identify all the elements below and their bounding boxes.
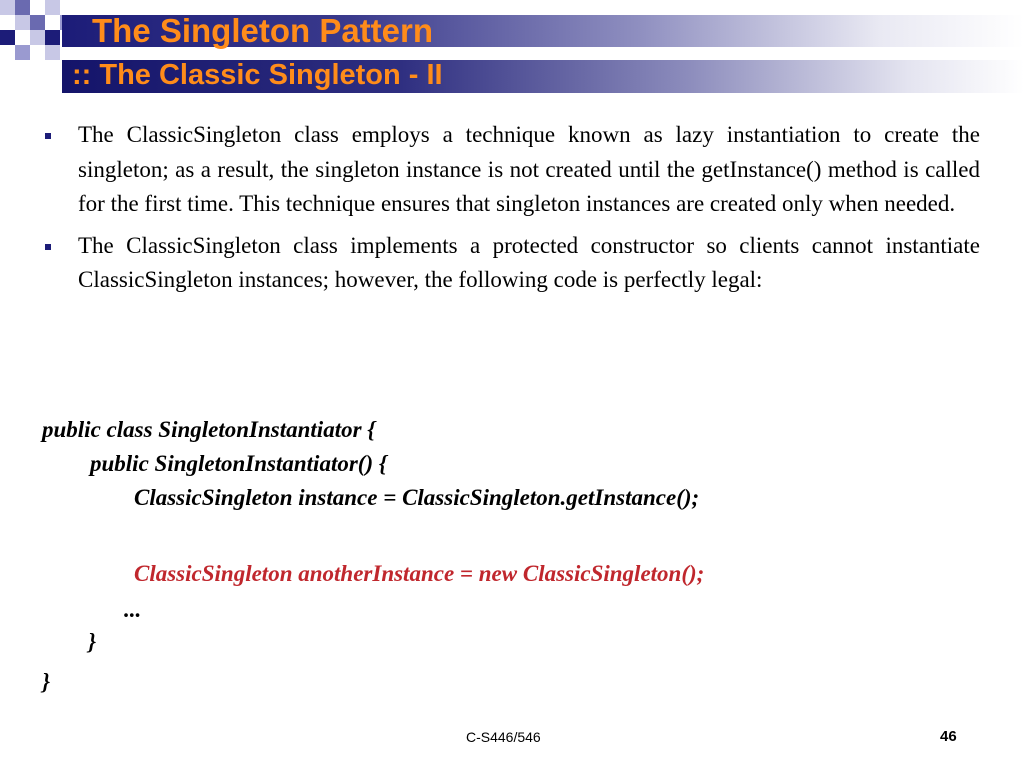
slide-title: The Singleton Pattern xyxy=(92,12,434,49)
bullet-list xyxy=(42,118,980,305)
bullet-text: The ClassicSingleton class implements a protected constructor so clients cannot instantiate ClassicSingleton instances; however, the following code is perfectly legal: xyxy=(78,232,980,292)
code-line: ... xyxy=(124,597,142,622)
code-line: public class SingletonInstantiator { xyxy=(42,417,376,442)
code-line: ClassicSingleton instance = ClassicSingleton.getInstance(); xyxy=(134,485,700,510)
bullet-item xyxy=(42,118,980,222)
bullet-text: The ClassicSingleton class employs a technique known as lazy instantiation to create the singleton; as a result, the singleton instance is not created until the getInstance() method is called for the first time. This technique ensures that singleton instances are created only when needed. xyxy=(78,122,980,216)
code-line: public SingletonInstantiator() { xyxy=(90,451,387,476)
bullet-square-icon xyxy=(45,244,51,250)
bullet-square-icon xyxy=(45,133,51,139)
code-line-highlighted: ClassicSingleton anotherInstance = new ClassicSingleton(); xyxy=(134,561,705,586)
page-number: 46 xyxy=(940,728,957,745)
code-line: } xyxy=(88,629,97,654)
code-line: } xyxy=(42,669,51,694)
slide-subtitle: :: The Classic Singleton - II xyxy=(72,59,443,91)
bullet-item xyxy=(42,229,980,298)
footer-course-label: C-S446/546 xyxy=(466,729,541,745)
